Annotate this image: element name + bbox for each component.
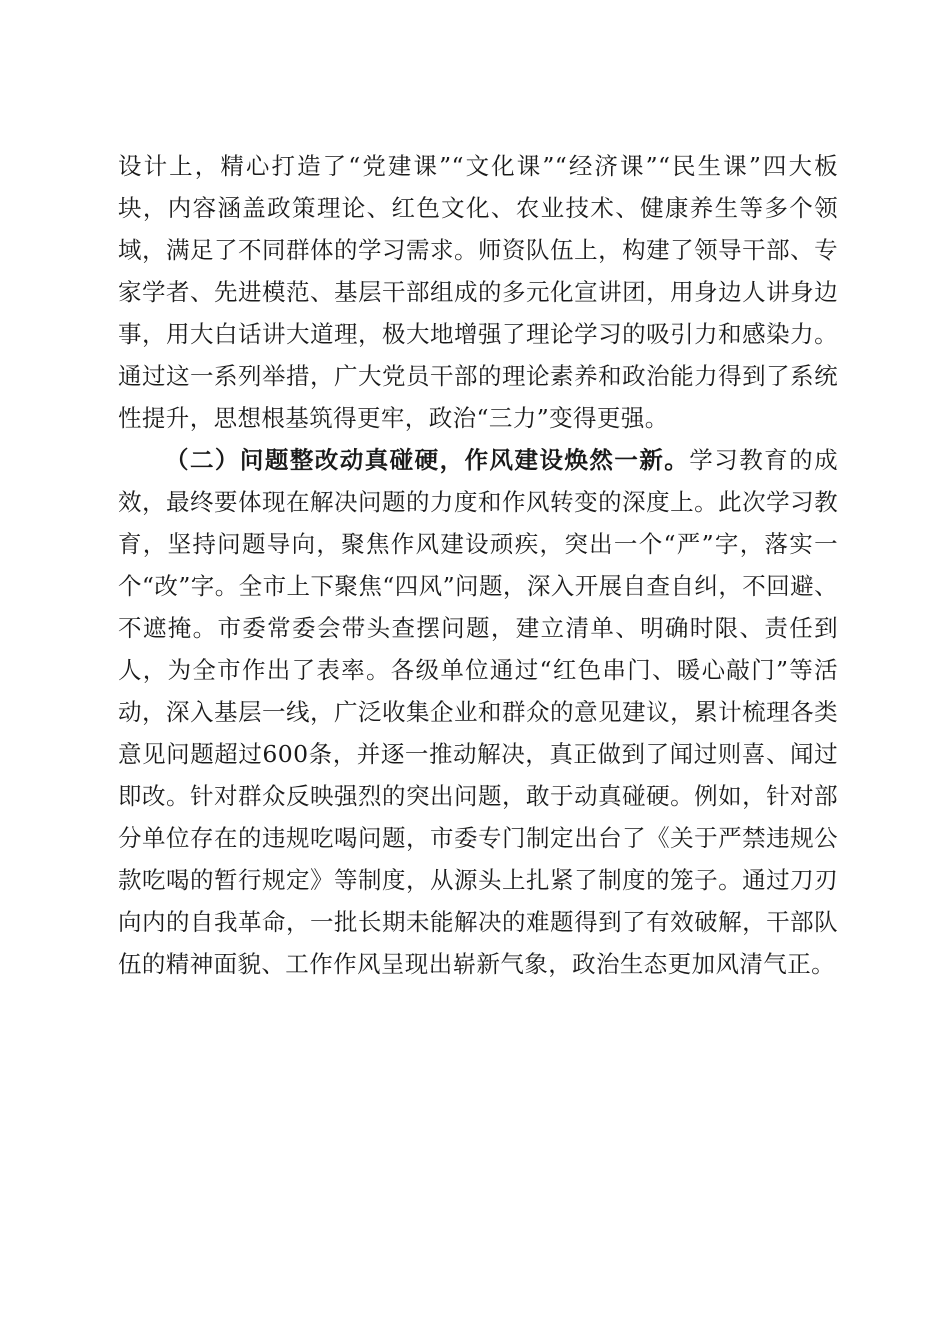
section-2-paragraph <box>118 439 838 985</box>
section-2-heading: （二）问题整改动真碰硬，作风建设焕然一新。 <box>165 446 690 474</box>
section-2-body: 学习教育的成效，最终要体现在解决问题的力度和作风转变的深度上。此次学习教育，坚持问题导向，聚焦作风建设顽疾，突出一个“严”字，落实一个“改”字。全市上下聚焦“四风”问题，深入开展自查自纠，不回避、不遮掩。市委常委会带头查摆问题，建立清单、明确时限、责任到人，为全市作出了表率。各级单位通过“红色串门、暖心敲门”等活动，深入基层一线，广泛收集企业和群众的意见建议，累计梳理各类意见问题超过600条，并逐一推动解决，真正做到了闻过则喜、闻过即改。针对群众反映强烈的突出问题，敢于动真碰硬。例如，针对部分单位存在的违规吃喝问题，市委专门制定出台了《关于严禁违规公款吃喝的暂行规定》等制度，从源头上扎紧了制度的笼子。通过刀刃向内的自我革命，一批长期未能解决的难题得到了有效破解，干部队伍的精神面貌、工作作风呈现出崭新气象，政治生态更加风清气正。 <box>118 446 838 978</box>
document-body <box>118 145 838 985</box>
paragraph-continuation: 设计上，精心打造了“党建课”“文化课”“经济课”“民生课”四大板块，内容涵盖政策理论、红色文化、农业技术、健康养生等多个领域，满足了不同群体的学习需求。师资队伍上，构建了领导干部、专家学者、先进模范、基层干部组成的多元化宣讲团，用身边人讲身边事，用大白话讲大道理，极大地增强了理论学习的吸引力和感染力。通过这一系列举措，广大党员干部的理论素养和政治能力得到了系统性提升，思想根基筑得更牢，政治“三力”变得更强。 <box>118 152 838 432</box>
